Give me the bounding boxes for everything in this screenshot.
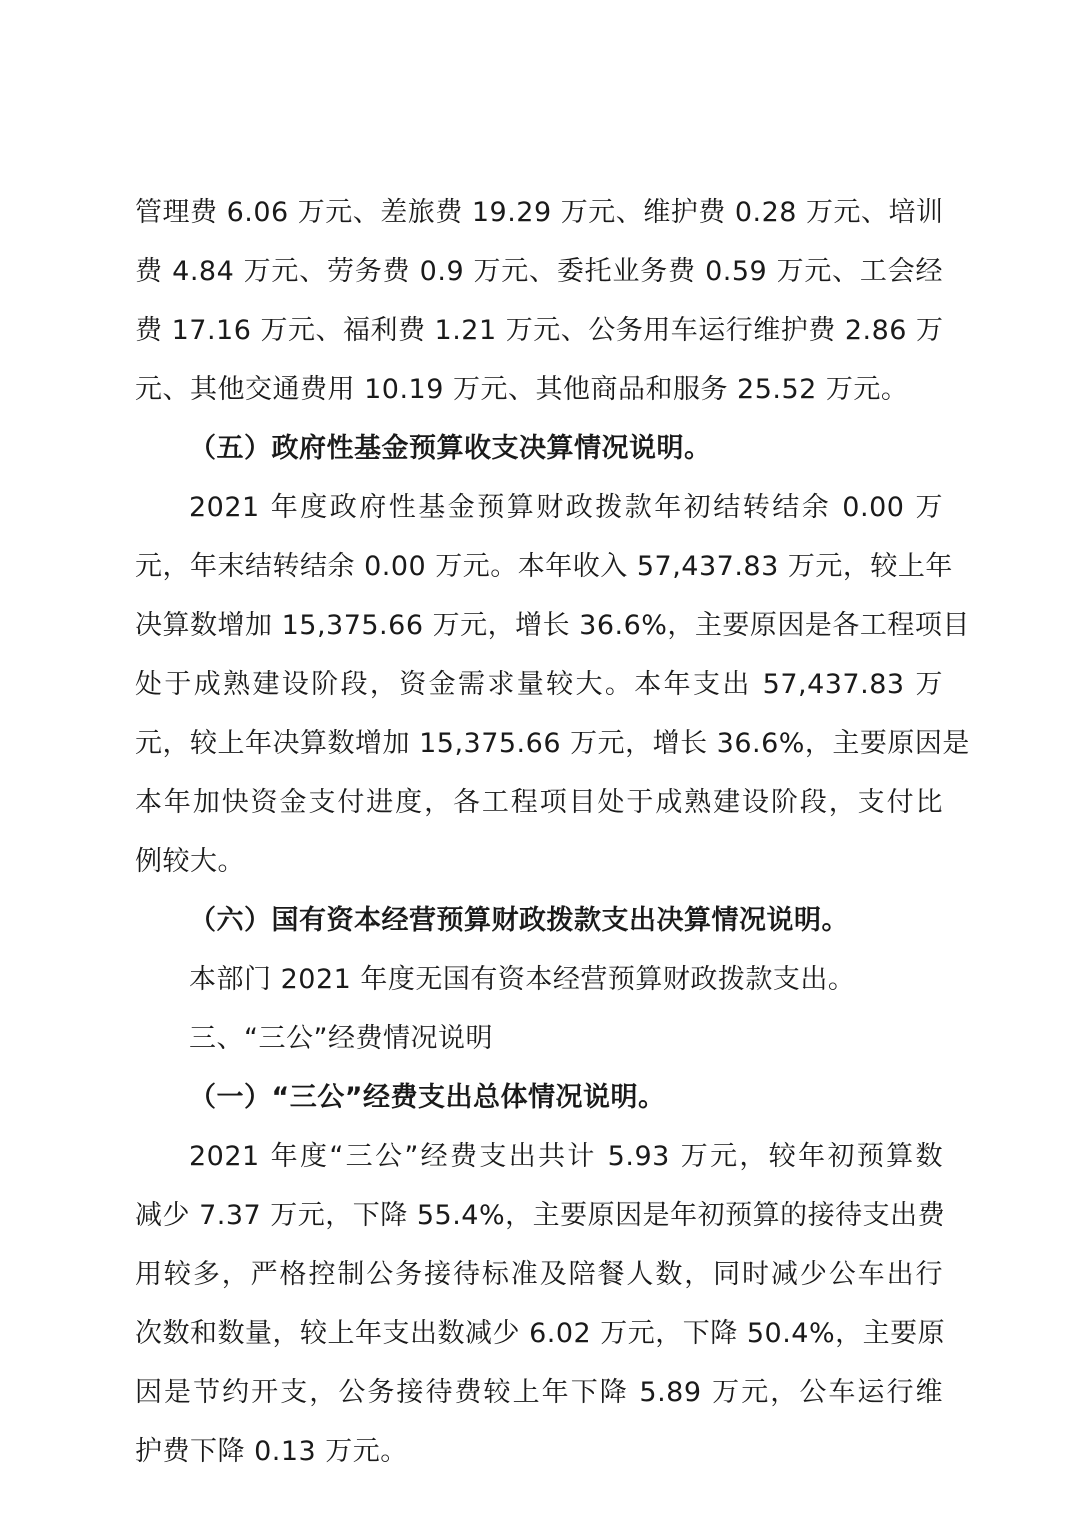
paragraph-three-public xyxy=(135,1127,946,1481)
text-line: 用较多，严格控制公务接待标准及陪餐人数，同时减少公车出行 xyxy=(135,1259,943,1290)
text-line: 元，年末结转结余 0.00 万元。本年收入 57,437.83 万元，较上年 xyxy=(135,551,953,582)
section-title-three-public: 三、“三公”经费情况说明 xyxy=(189,1023,493,1054)
text-line: 次数和数量，较上年支出数减少 6.02 万元，下降 50.4%，主要原 xyxy=(135,1318,946,1349)
text-line: 本年加快资金支付进度，各工程项目处于成熟建设阶段，支付比 xyxy=(135,787,943,818)
text-line: 2021 年度“三公”经费支出共计 5.93 万元，较年初预算数 xyxy=(189,1141,943,1172)
heading-three-public-overview: （一）“三公”经费支出总体情况说明。 xyxy=(189,1082,666,1113)
heading-state-capital: （六）国有资本经营预算财政拨款支出决算情况说明。 xyxy=(189,905,849,936)
document-page xyxy=(135,183,970,1481)
text-line: 例较大。 xyxy=(135,846,245,877)
text-line: 元、其他交通费用 10.19 万元、其他商品和服务 25.52 万元。 xyxy=(135,374,909,405)
text-line: 减少 7.37 万元，下降 55.4%，主要原因是年初预算的接待支出费 xyxy=(135,1200,946,1231)
text-line: 处于成熟建设阶段，资金需求量较大。本年支出 57,437.83 万 xyxy=(135,669,943,700)
text-line: 费 4.84 万元、劳务费 0.9 万元、委托业务费 0.59 万元、工会经 xyxy=(135,256,943,287)
paragraph-state-capital: 本部门 2021 年度无国有资本经营预算财政拨款支出。 xyxy=(189,964,856,995)
text-line: 元，较上年决算数增加 15,375.66 万元，增长 36.6%，主要原因是 xyxy=(135,728,970,759)
text-line: 决算数增加 15,375.66 万元，增长 36.6%，主要原因是各工程项目 xyxy=(135,610,970,641)
heading-government-fund: （五）政府性基金预算收支决算情况说明。 xyxy=(189,433,712,464)
paragraph-government-fund xyxy=(135,478,970,891)
text-line: 管理费 6.06 万元、差旅费 19.29 万元、维护费 0.28 万元、培训 xyxy=(135,197,944,228)
text-line: 护费下降 0.13 万元。 xyxy=(135,1436,408,1467)
paragraph-expense-details xyxy=(135,183,943,419)
text-line: 2021 年度政府性基金预算财政拨款年初结转结余 0.00 万 xyxy=(189,492,943,523)
text-line: 费 17.16 万元、福利费 1.21 万元、公务用车运行维护费 2.86 万 xyxy=(135,315,944,346)
text-line: 因是节约开支，公务接待费较上年下降 5.89 万元，公车运行维 xyxy=(135,1377,943,1408)
